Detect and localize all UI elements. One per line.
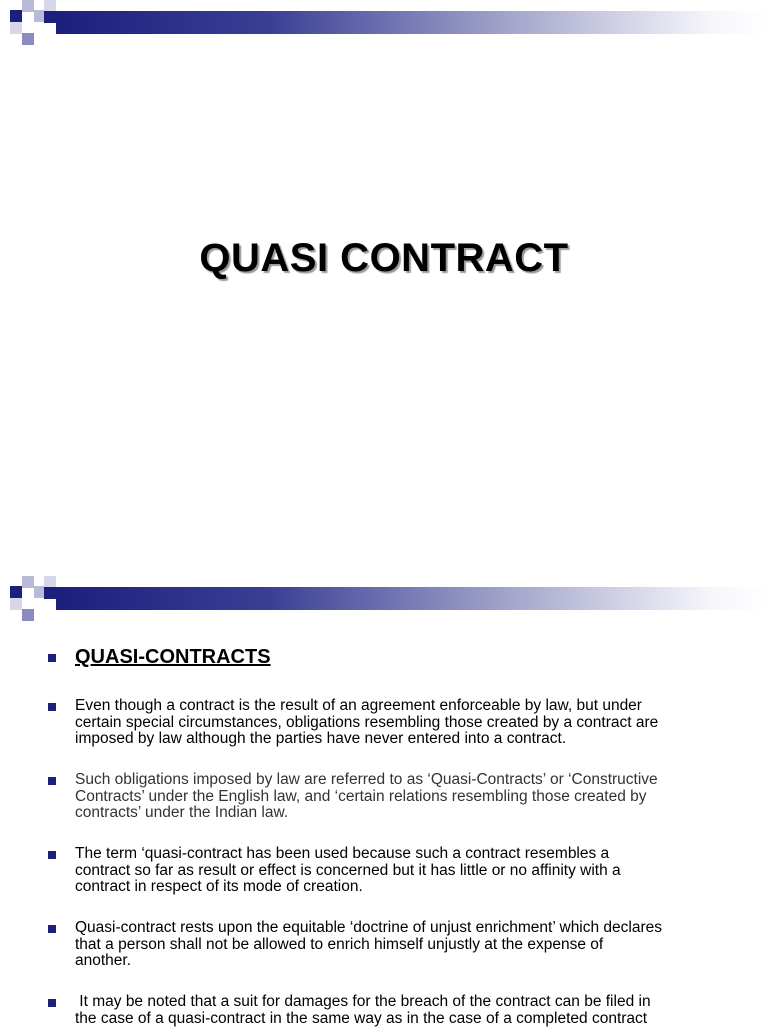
point-text — [75, 698, 725, 748]
point-text — [75, 994, 725, 1027]
header-banner — [0, 0, 768, 48]
content-slide — [0, 576, 768, 1024]
banner-square — [44, 11, 56, 23]
text-line: Even though a contract is the result of an agreement enforceable by law, but under — [75, 698, 725, 715]
text-line: It may be noted that a suit for damages for the breach of the contract can be filed in — [75, 994, 725, 1011]
text-line: imposed by law although the parties have never entered into a contract. — [75, 731, 725, 748]
banner-square — [10, 10, 22, 22]
text-line: that a person shall not be allowed to enrich himself unjustly at the expense of — [75, 937, 725, 954]
banner-square — [10, 598, 22, 610]
text-line: Contracts’ under the English law, and ‘certain relations resembling those created by — [75, 789, 725, 806]
text-line: Quasi-contract rests upon the equitable ‘doctrine of unjust enrichment’ which declares — [75, 920, 725, 937]
text-line: contract so far as result or effect is concerned but it has little or no affinity with a — [75, 863, 725, 880]
banner-square — [44, 587, 56, 599]
square-bullet-icon — [48, 925, 56, 933]
square-bullet-icon — [48, 999, 56, 1007]
banner-square — [10, 586, 22, 598]
banner-square — [22, 33, 34, 45]
slide-title: QUASI CONTRACT — [0, 236, 768, 281]
banner-square — [22, 0, 34, 12]
square-bullet-icon — [48, 703, 56, 711]
header-banner — [0, 576, 768, 624]
banner-square — [22, 609, 34, 621]
square-bullet-icon — [48, 777, 56, 785]
banner-square — [10, 22, 22, 34]
text-line: Such obligations imposed by law are referred to as ‘Quasi-Contracts’ or ‘Constructive — [75, 772, 725, 789]
text-line: another. — [75, 953, 725, 970]
banner-square — [22, 576, 34, 588]
text-line: certain special circumstances, obligations resembling those created by a contract are — [75, 715, 725, 732]
section-heading: QUASI-CONTRACTS — [75, 646, 271, 669]
point-text — [75, 920, 725, 970]
text-line: The term ‘quasi-contract has been used because such a contract resembles a — [75, 846, 725, 863]
square-bullet-icon — [48, 654, 56, 662]
point-text — [75, 772, 725, 822]
text-line: the case of a quasi-contract in the same way as in the case of a completed contract — [75, 1011, 725, 1027]
text-line: contracts’ under the Indian law. — [75, 805, 725, 822]
square-bullet-icon — [48, 851, 56, 859]
text-line: contract in respect of its mode of creation. — [75, 879, 725, 896]
banner-gradient-band — [56, 587, 768, 610]
banner-gradient-band — [56, 11, 768, 34]
point-text — [75, 846, 725, 896]
